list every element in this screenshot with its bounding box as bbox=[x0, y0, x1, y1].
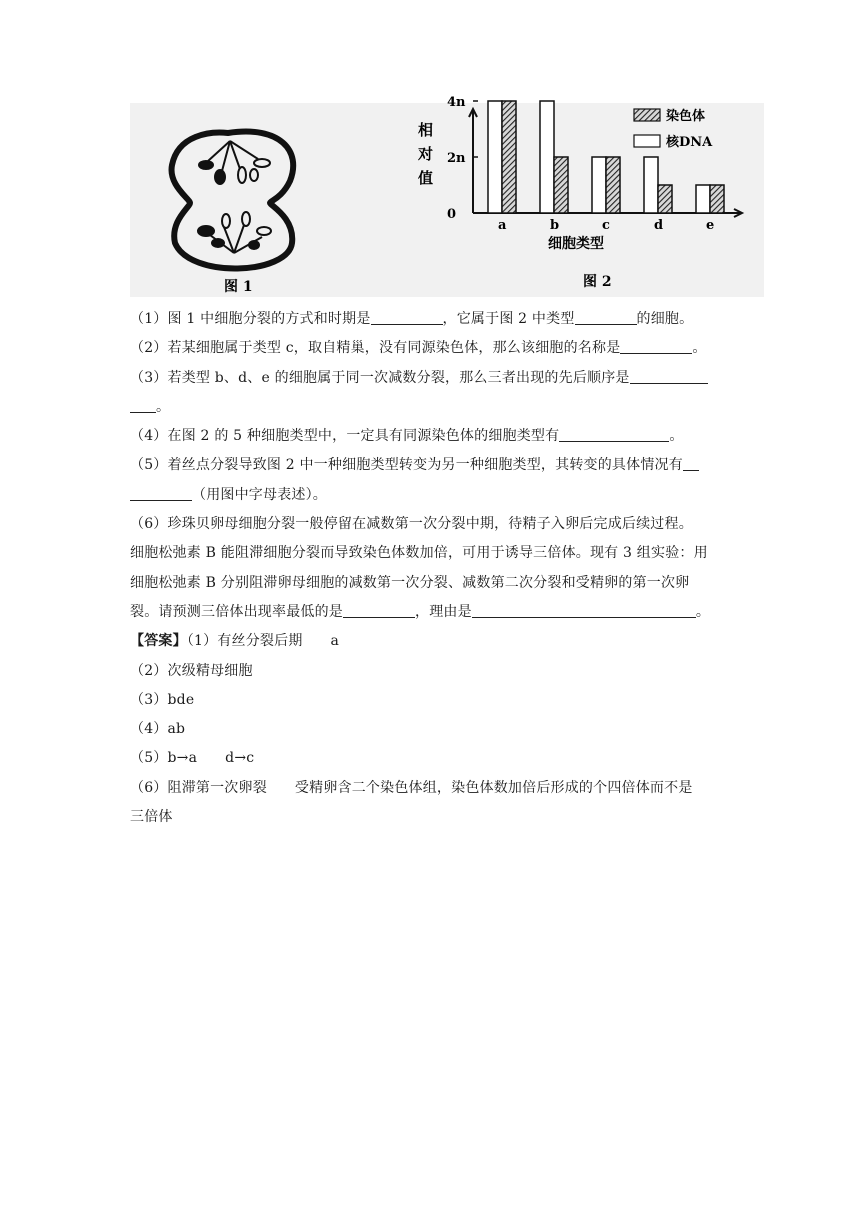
question-1 bbox=[130, 305, 740, 334]
q6-text-c: 细胞松弛素 B 分别阻滞卵母细胞的减数第一次分裂、减数第二次分裂和受精卵的第一次卵 bbox=[130, 574, 690, 591]
figure2-bar-chart bbox=[130, 95, 764, 297]
q5-text-a: （5）着丝点分裂导致图 2 中一种细胞类型转变为另一种细胞类型，其转变的具体情况有 bbox=[130, 457, 683, 474]
y-tick-label: 2n bbox=[447, 151, 466, 166]
legend-label-dna: 核DNA bbox=[666, 135, 713, 150]
y-axis-label-char: 对 bbox=[418, 145, 434, 163]
x-tick-label-b: b bbox=[550, 218, 560, 233]
y-tick-label: 0 bbox=[447, 207, 457, 222]
bar-b-dna bbox=[540, 101, 554, 213]
q5-blank-2 bbox=[130, 484, 192, 501]
q2-blank bbox=[620, 337, 692, 354]
q4-text-a: （4）在图 2 的 5 种细胞类型中，一定具有同源染色体的细胞类型有 bbox=[130, 428, 560, 445]
q6-blank-2 bbox=[472, 601, 696, 618]
x-axis-label: 细胞类型 bbox=[548, 236, 604, 252]
q1-blank-2 bbox=[575, 308, 637, 325]
bar-a-dna bbox=[488, 101, 502, 213]
answer-6-text-b: 受精卵含二个染色体组，染色体数加倍后形成的个四倍体而不是 bbox=[294, 779, 693, 796]
answer-5-second: d→c bbox=[225, 750, 255, 767]
question-4 bbox=[130, 422, 740, 451]
answer-2: （2）次级精母细胞 bbox=[130, 662, 253, 679]
q1-text-c: 的细胞。 bbox=[636, 311, 694, 327]
answer-4: （4）ab bbox=[130, 721, 186, 738]
answer-6 bbox=[130, 774, 740, 833]
answer-1 bbox=[130, 627, 740, 656]
q1-blank-1 bbox=[371, 308, 443, 325]
x-tick-label-d: d bbox=[654, 218, 664, 233]
answer-5-prefix: （5） bbox=[130, 750, 168, 767]
y-axis-label-char: 相 bbox=[418, 121, 434, 139]
y-tick-label: 4n bbox=[447, 95, 466, 110]
bar-b-chromosome bbox=[554, 157, 568, 213]
figure2-caption: 图 2 bbox=[583, 274, 612, 290]
bar-c-dna bbox=[592, 157, 606, 213]
bar-c-chromosome bbox=[606, 157, 620, 213]
q2-text-a: （2）若某细胞属于类型 c，取自精巢，没有同源染色体，那么该细胞的名称是 bbox=[130, 340, 621, 357]
answer-3: （3）bde bbox=[130, 691, 195, 708]
q3-blank-2 bbox=[130, 396, 156, 413]
bar-d-chromosome bbox=[658, 185, 672, 213]
q3-text-b: 。 bbox=[156, 398, 171, 415]
answer-5 bbox=[130, 744, 740, 773]
question-5 bbox=[130, 451, 740, 510]
q4-text-b: 。 bbox=[669, 428, 684, 445]
question-2 bbox=[130, 334, 740, 363]
q3-text-a: （3）若类型 b、d、e 的细胞属于同一次减数分裂，那么三者出现的先后顺序是 bbox=[130, 369, 630, 386]
q1-text-a: （1）图 1 中细胞分裂的方式和时期是 bbox=[130, 311, 371, 327]
q6-text-d: 裂。请预测三倍体出现率最低的是 bbox=[130, 603, 343, 620]
bar-e-chromosome bbox=[710, 185, 724, 213]
q6-text-b: 细胞松弛素 B 能阻滞细胞分裂而导致染色体数加倍，可用于诱导三倍体。现有 3 组实验：用 bbox=[130, 545, 708, 562]
q6-text-e: ，理由是 bbox=[415, 603, 472, 620]
question-6 bbox=[130, 510, 740, 627]
answer-1-letter: a bbox=[330, 633, 340, 650]
answer-6-text-a: （6）阻滞第一次卵裂 bbox=[130, 779, 267, 796]
answer-5-first: b→a bbox=[167, 750, 198, 767]
q6-text-f: 。 bbox=[695, 603, 711, 620]
bar-a-chromosome bbox=[502, 101, 516, 213]
answer-1-text: （1）有丝分裂后期 bbox=[186, 633, 303, 650]
q5-text-b: （用图中字母表述）。 bbox=[192, 486, 327, 503]
y-axis-label-char: 值 bbox=[418, 169, 434, 187]
figure-panel bbox=[130, 95, 764, 297]
legend-swatch-dna bbox=[634, 135, 660, 147]
question-3 bbox=[130, 364, 740, 423]
legend-swatch-chromosome bbox=[634, 109, 660, 121]
x-tick-label-a: a bbox=[498, 218, 507, 233]
q5-blank-1 bbox=[683, 454, 699, 471]
q6-text-a: （6）珍珠贝卵母细胞分裂一般停留在减数第一次分裂中期，待精子入卵后完成后续过程。 bbox=[130, 516, 693, 533]
answer-label: 【答案】 bbox=[130, 633, 187, 650]
figure1-caption: 图 1 bbox=[224, 279, 253, 295]
q2-text-b: 。 bbox=[692, 340, 707, 357]
bar-d-dna bbox=[644, 157, 658, 213]
legend-label-chromosome: 染色体 bbox=[666, 109, 706, 124]
q1-text-b: ，它属于图 2 中类型 bbox=[442, 311, 575, 327]
answer-6-text-c: 三倍体 bbox=[130, 809, 173, 826]
q4-blank bbox=[559, 425, 669, 442]
x-tick-label-c: c bbox=[602, 218, 610, 233]
x-tick-label-e: e bbox=[706, 218, 715, 233]
q3-blank-1 bbox=[630, 367, 708, 384]
q6-blank-1 bbox=[343, 601, 415, 618]
question-text bbox=[130, 305, 740, 832]
bar-e-dna bbox=[696, 185, 710, 213]
